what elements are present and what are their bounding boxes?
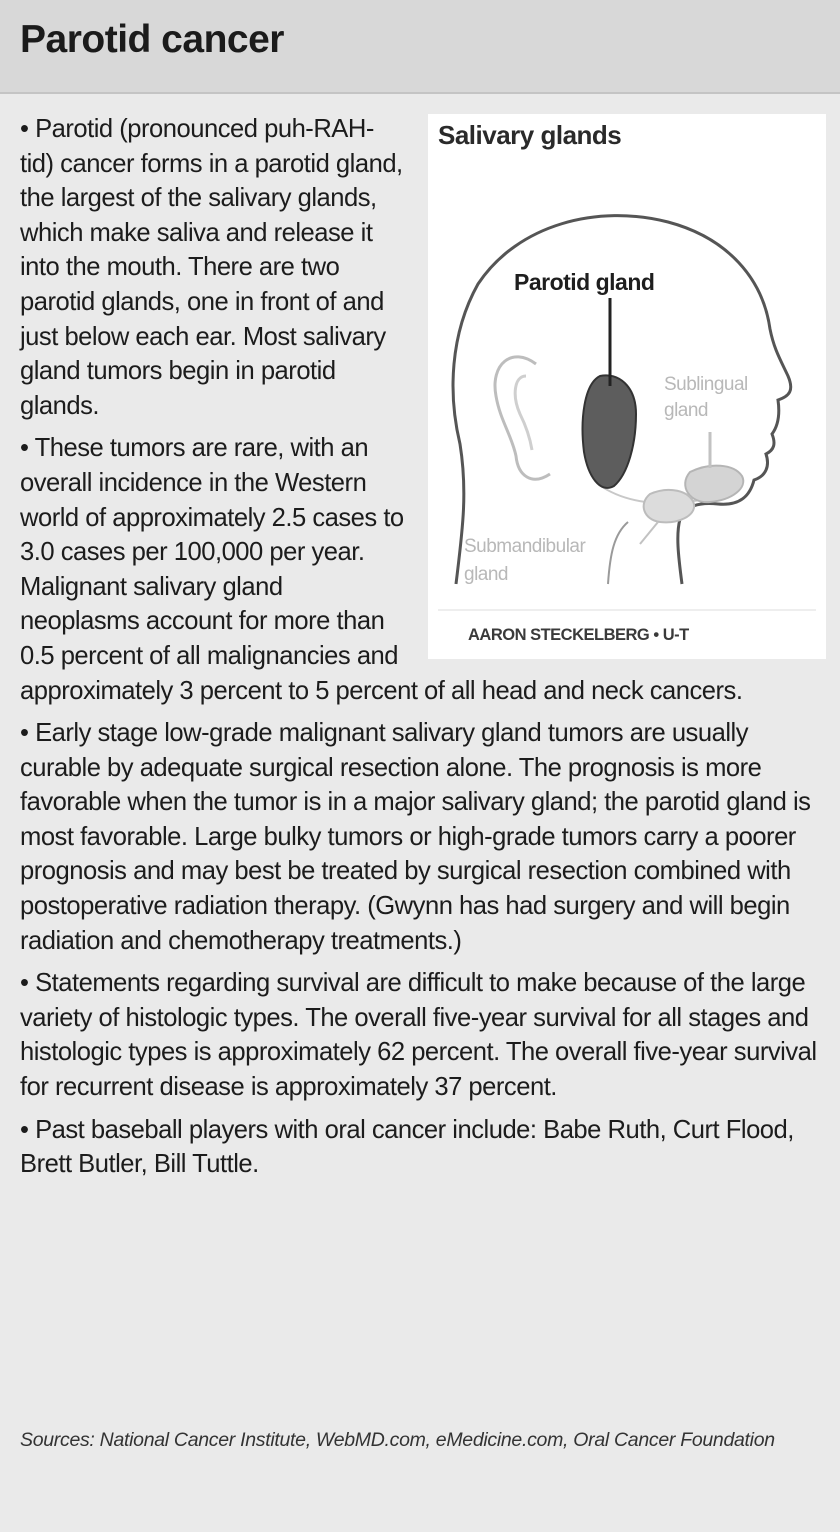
label-sublingual-line1: Sublingual <box>664 374 748 395</box>
salivary-glands-figure <box>428 114 826 659</box>
submandibular-gland-shape <box>644 490 694 522</box>
paragraph-1: • Parotid (pronounced puh-RAH-tid) cancer forms in a parotid gland, the largest of the salivary glands, which make saliva and release it into the mouth. There are two parotid glands, one in front of and just below each ear. Most salivary gland tumors begin in parotid glands. <box>20 115 403 420</box>
paragraph-4: • Statements regarding survival are difficult to make because of the large variety of histologic types. The overall five-year survival for all stages and histologic types is approximately 62 percent. The overall five-year survival for recurrent disease is approximately 37 percent. <box>20 969 817 1102</box>
parotid-gland-shape <box>583 375 636 488</box>
head-illustration <box>428 114 826 659</box>
header-bar <box>0 0 840 94</box>
paragraph-2: • These tumors are rare, with an overall incidence in the Western world of approximately 2.5 cases to 3.0 cases per 100,000 per year. Malignant salivary gland neoplasms account for more than 0.5 percent of all malignancies and approximately 3 percent to 5 percent of all head and neck cancers. <box>20 434 743 705</box>
figure-title: Salivary glands <box>438 120 622 150</box>
paragraph-3: • Early stage low-grade malignant salivary gland tumors are usually curable by adequate surgical resection alone. The prognosis is more favorable when the tumor is in a major salivary gland; the parotid gland is most favorable. Large bulky tumors or high-grade tumors carry a poorer prognosis and may best be treated by surgical resection combined with postoperative radiation therapy. (Gwynn has had surgery and will begin radiation and chemotherapy treatments.) <box>20 719 811 955</box>
figure-credit: AARON STECKELBERG • U-T <box>468 626 689 644</box>
article-body <box>20 112 820 1190</box>
label-parotid-gland: Parotid gland <box>514 269 655 295</box>
sublingual-gland-shape <box>685 466 743 503</box>
paragraph-5: • Past baseball players with oral cancer include: Babe Ruth, Curt Flood, Brett Butler, Bill Tuttle. <box>20 1115 794 1179</box>
label-sublingual-line2: gland <box>664 400 708 421</box>
label-submandibular-line2: gland <box>464 564 508 585</box>
page-title: Parotid cancer <box>20 18 284 61</box>
label-submandibular-line1: Submandibular <box>464 536 586 557</box>
sources-note: Sources: National Cancer Institute, WebMD.com, eMedicine.com, Oral Cancer Foundation <box>20 1429 775 1451</box>
